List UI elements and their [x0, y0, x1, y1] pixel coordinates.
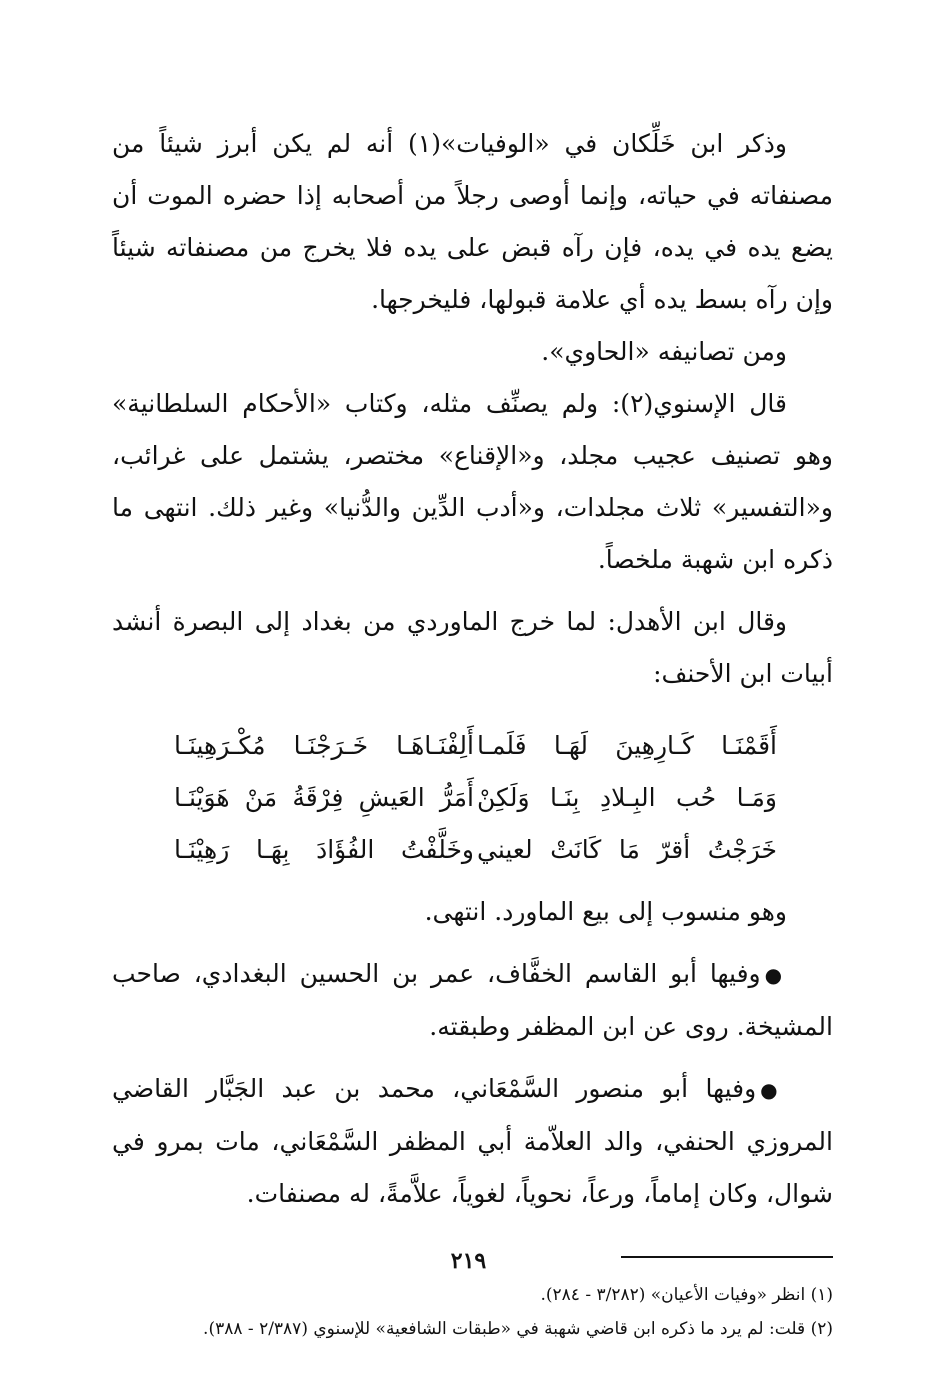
- paragraph-tasanif: ومن تصانيفه «الحاوي».: [541, 337, 787, 366]
- footnote-1: (١) انظر «وفيات الأعيان» (٣/٢٨٢ - ٢٨٤).: [540, 1285, 833, 1305]
- bullet-icon: ●: [760, 1078, 787, 1102]
- footnotes: [112, 1278, 833, 1346]
- poem-hemistich-second: أَمَرُّ العَيشِ فِرْقَةُ مَنْ هَوَيْنَـا: [174, 783, 474, 812]
- paragraph-after-poem: وهو منسوب إلى بيع الماورد. انتهى.: [424, 897, 787, 926]
- poem-verse: [174, 772, 777, 824]
- entry-text: وفيها أبو منصور السَّمْعَاني، محمد بن عبد الجَبَّار القاضي المروزي الحنفي، والد العلاّمة أبي المظفر السَّمْعَاني، مات بمرو في شوال، وكان إماماً، ورعاً، نحوياً، لغوياً، علاَّمةً، له مصنفات.: [112, 1074, 833, 1208]
- poem: [112, 720, 833, 876]
- page-number: ٢١٩: [450, 1248, 487, 1274]
- footnote-2: (٢) قلت: لم يرد ما ذكره ابن قاضي شهبة في «طبقات الشافعية» للإسنوي (٢/٣٨٧ - ٣٨٨).: [203, 1319, 833, 1339]
- entry-text: وفيها أبو القاسم الخفَّاف، عمر بن الحسين البغدادي، صاحب المشيخة. روى عن ابن المظفر وطبقته.: [112, 959, 833, 1041]
- entry-al-samani: [112, 1063, 833, 1220]
- bullet-icon: ●: [764, 963, 788, 987]
- poem-hemistich-first: أَقَمْنَـا كَـارِهِينَ لَهَـا فَلَمـا: [477, 731, 777, 760]
- paragraph-isnawi: قال الإسنوي(٢): ولم يصنِّف مثله، وكتاب «الأحكام السلطانية» وهو تصنيف عجيب مجلد، و«الإقناع» مختصر، يشتمل على غرائب، و«التفسير» ثلاث مجلدات، و«أدب الدِّين والدُّنيا» وغير ذلك. انتهى ما ذكره ابن شهبة ملخصاً.: [112, 389, 833, 574]
- entry-al-khaffaf: [112, 948, 833, 1053]
- poem-verse: [174, 720, 777, 772]
- paragraph-ibn-khallikan: وذكر ابن خَلِّكان في «الوفيات»(١) أنه لم يكن أبرز شيئاً من مصنفاته في حياته، وإنما أوصى رجلاً من أصحابه إذا حضره الموت أن يضع يده في يده، فإن رآه قبض على يده فلا يخرج من مصنفاته شيئاً وإن رآه بسط يده أي علامة قبولها، فليخرجها.: [112, 129, 833, 314]
- poem-verse: [174, 824, 777, 876]
- poem-hemistich-first: خَرَجْتُ أقرّ مَا كَانَتْ لعيني: [477, 835, 777, 864]
- poem-hemistich-first: وَمَـا حُب البِـلادِ بِنَـا وَلَكِنْ: [477, 783, 777, 812]
- paragraph-ibn-al-ahdal: وقال ابن الأهدل: لما خرج الماوردي من بغداد إلى البصرة أنشد أبيات ابن الأحنف:: [112, 607, 833, 688]
- poem-hemistich-second: وخَلَّفْتُ الفُؤَادَ بِهَـا رَهِيْنَـا: [174, 835, 474, 864]
- poem-hemistich-second: أَلِفْنَـاهَـا خَـرَجْنَـا مُكْـرَهِينَـا: [174, 731, 474, 760]
